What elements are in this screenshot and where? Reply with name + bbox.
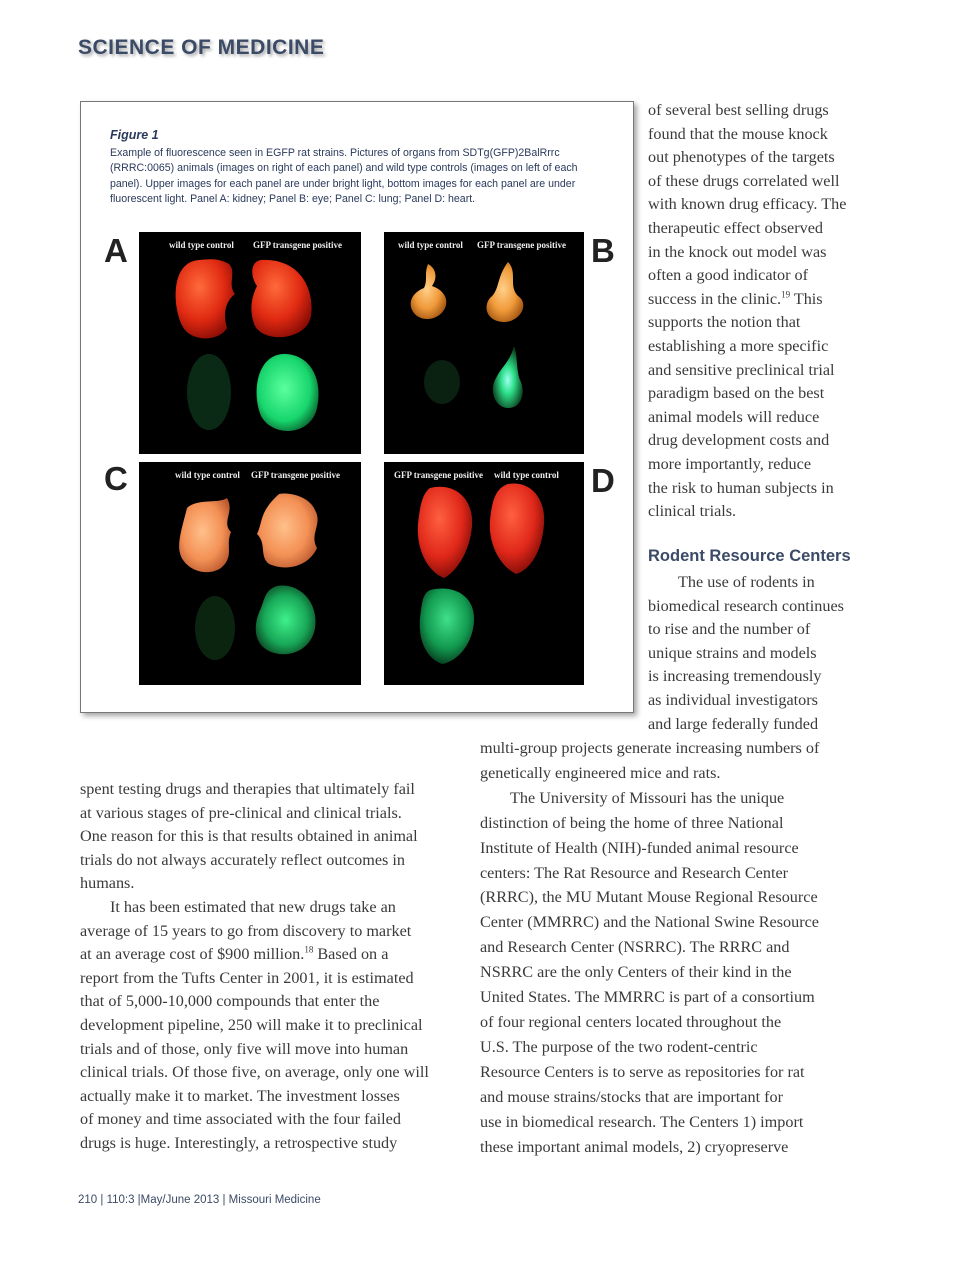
rodent-resource-centers-heading: Rodent Resource Centers bbox=[648, 547, 851, 565]
text-line: trials and of those, only five will move into human bbox=[80, 1039, 409, 1058]
text-line: and large federally funded bbox=[648, 714, 819, 733]
text-line: spent testing drugs and therapies that ultimately fail bbox=[80, 780, 415, 798]
text-line: out phenotypes of the targets bbox=[648, 148, 835, 167]
panel-b-eye bbox=[384, 232, 584, 454]
text-fragment: Based on a bbox=[313, 945, 389, 964]
text-line: more importantly, reduce bbox=[648, 454, 812, 473]
text-line: use in biomedical research. The Centers 1) import bbox=[480, 1112, 804, 1131]
panel-a-image bbox=[139, 232, 361, 454]
text-line: and mouse strains/stocks that are important for bbox=[480, 1087, 783, 1106]
section-title: SCIENCE OF MEDICINE bbox=[78, 36, 325, 59]
panel-a-right-label: GFP transgene positive bbox=[253, 240, 342, 250]
text-line: It has been estimated that new drugs take an bbox=[110, 897, 396, 916]
panel-d-heart bbox=[384, 462, 584, 685]
text-line-with-reference bbox=[648, 288, 878, 312]
text-line: clinical trials. bbox=[648, 502, 737, 521]
panel-a-kidney bbox=[139, 232, 361, 454]
text-line: United States. The MMRRC is part of a consortium bbox=[480, 988, 815, 1007]
text-line: of money and time associated with the four failed bbox=[80, 1110, 401, 1129]
text-line: often a good indicator of bbox=[648, 266, 809, 285]
text-line: paradigm based on the best bbox=[648, 384, 825, 403]
text-line: the risk to human subjects in bbox=[648, 478, 834, 497]
text-line: of four regional centers located throughout the bbox=[480, 1012, 782, 1031]
panel-d-left-label: GFP transgene positive bbox=[394, 470, 483, 480]
right-column-top bbox=[648, 99, 878, 524]
text-line: actually make it to market. The investment losses bbox=[80, 1086, 400, 1105]
panel-b-left-label: wild type control bbox=[398, 240, 463, 250]
text-line: multi-group projects generate increasing numbers of bbox=[480, 739, 820, 757]
text-line: (RRRC), the MU Mutant Mouse Regional Resource bbox=[480, 888, 818, 907]
panel-c-image bbox=[139, 462, 361, 685]
text-line: to rise and the number of bbox=[648, 620, 811, 639]
panel-c-left-label: wild type control bbox=[175, 470, 240, 480]
reference-18: 18 bbox=[304, 944, 314, 955]
panel-letter-a: A bbox=[104, 232, 128, 269]
text-line: in the knock out model was bbox=[648, 242, 827, 261]
text-line: unique strains and models bbox=[648, 643, 817, 662]
text-line: genetically engineered mice and rats. bbox=[480, 763, 721, 782]
panel-a-left-label: wild type control bbox=[169, 240, 234, 250]
figure-1 bbox=[80, 101, 634, 713]
text-line: U.S. The purpose of the two rodent-centric bbox=[480, 1037, 758, 1056]
text-line: of several best selling drugs bbox=[648, 101, 829, 119]
panel-d-image bbox=[384, 462, 584, 685]
text-line: report from the Tufts Center in 2001, it is estimated bbox=[80, 968, 414, 987]
text-line: and Research Center (NSRRC). The RRRC and bbox=[480, 938, 790, 957]
panel-c-right-label: GFP transgene positive bbox=[251, 470, 340, 480]
text-line: distinction of being the home of three National bbox=[480, 813, 784, 832]
panel-letter-b: B bbox=[591, 232, 615, 269]
panel-b-image bbox=[384, 232, 584, 454]
text-line: establishing a more specific bbox=[648, 336, 829, 355]
rodent-section-wide bbox=[480, 736, 875, 1159]
text-line: Resource Centers is to serve as repositories for rat bbox=[480, 1062, 805, 1081]
text-line: animal models will reduce bbox=[648, 407, 820, 426]
page-footer: 210 | 110:3 |May/June 2013 | Missouri Medicine bbox=[78, 1194, 321, 1206]
text-line: at various stages of pre-clinical and clinical trials. bbox=[80, 803, 402, 822]
panel-letter-d: D bbox=[591, 462, 615, 499]
text-line: as individual investigators bbox=[648, 690, 818, 709]
text-line: centers: The Rat Resource and Research Center bbox=[480, 863, 789, 882]
text-line: biomedical research continues bbox=[648, 596, 844, 615]
text-line: clinical trials. Of those five, on average, only one will bbox=[80, 1063, 429, 1082]
text-line: Institute of Health (NIH)-funded animal resource bbox=[480, 838, 799, 857]
text-fragment: at an average cost of $900 million. bbox=[80, 945, 305, 964]
text-line: found that the mouse knock bbox=[648, 124, 828, 143]
text-line-with-reference bbox=[80, 943, 465, 967]
text-line: drugs is huge. Interestingly, a retrospective study bbox=[80, 1133, 398, 1152]
reference-19: 19 bbox=[781, 289, 791, 300]
text-line: trials do not always accurately reflect outcomes in bbox=[80, 850, 405, 869]
text-line: The use of rodents in bbox=[678, 573, 815, 591]
text-line: drug development costs and bbox=[648, 431, 830, 450]
text-line: therapeutic effect observed bbox=[648, 218, 823, 237]
text-fragment: This bbox=[790, 289, 823, 308]
text-line: development pipeline, 250 will make it to preclinical bbox=[80, 1015, 423, 1034]
text-line: average of 15 years to go from discovery to market bbox=[80, 921, 412, 940]
text-line: One reason for this is that results obtained in animal bbox=[80, 827, 418, 846]
text-line: NSRRC are the only Centers of their kind in the bbox=[480, 963, 792, 982]
panel-d-right-label: wild type control bbox=[494, 470, 559, 480]
text-line: that of 5,000-10,000 compounds that enter the bbox=[80, 992, 380, 1011]
text-line: supports the notion that bbox=[648, 313, 801, 332]
text-fragment: success in the clinic. bbox=[648, 289, 782, 308]
figure-caption: Example of fluorescence seen in EGFP rat strains. Pictures of organs from SDTg(GFP)2BalRrrc (RRRC:0065) animals (images on right of each panel) and wild type controls (images on left of each panel). Upper images for each panel are under bright light, bottom images for each panel are under fluorescent light. Panel A: kidney; Panel B: eye; Panel C: lung; Panel D: heart. bbox=[110, 147, 578, 206]
rodent-section-narrow bbox=[648, 571, 878, 736]
text-line: these important animal models, 2) cryopreserve bbox=[480, 1137, 789, 1156]
text-line: and sensitive preclinical trial bbox=[648, 360, 835, 379]
text-line: with known drug efficacy. The bbox=[648, 195, 847, 214]
text-line: The University of Missouri has the unique bbox=[510, 788, 785, 807]
text-line: of these drugs correlated well bbox=[648, 171, 840, 190]
text-line: humans. bbox=[80, 874, 135, 893]
figure-label: Figure 1 bbox=[110, 128, 159, 142]
panel-b-right-label: GFP transgene positive bbox=[477, 240, 566, 250]
left-column bbox=[80, 778, 465, 1156]
panel-c-lung bbox=[139, 462, 361, 685]
panel-letter-c: C bbox=[104, 460, 128, 497]
text-line: Center (MMRRC) and the National Swine Resource bbox=[480, 913, 819, 932]
text-line: is increasing tremendously bbox=[648, 667, 822, 686]
